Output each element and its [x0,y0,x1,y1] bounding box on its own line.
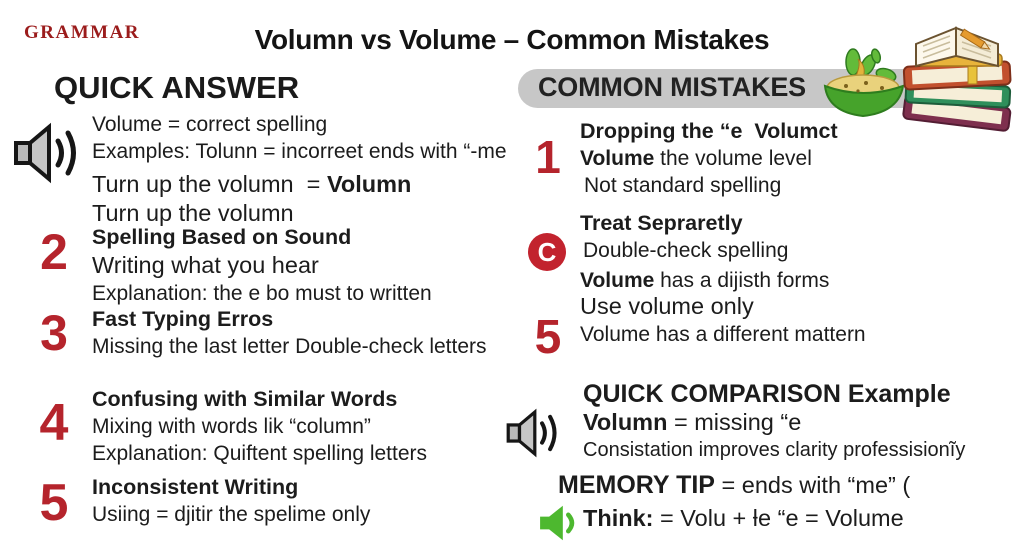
item-number: 1 [535,131,561,183]
quick-answer-item-3: Fast Typing Erros Missing the last letter Double-check letters [92,307,487,358]
common-mistake-item-c: Treat Sepraretly Double-check spelling [580,211,789,262]
right-section-title: COMMON MISTAKES [538,72,806,102]
item-number: 5 [39,474,69,532]
speaker-green-icon [538,503,584,543]
item-number: 4 [39,394,69,452]
memory-think-line: Think: = Volu + ƚe “e = Volume [583,505,904,531]
speaker-icon [12,120,84,186]
letter-c-badge: C [528,233,566,271]
left-section-title: QUICK ANSWER [54,70,300,105]
quick-answer-item-1 [92,111,522,228]
item-number: 3 [40,305,68,361]
comparison-line2: Consistation improves clarity professisionĩy [583,439,966,461]
quick-answer-item-2: Spelling Based on Sound Writing what you hear Explanation: the e bo must to written [92,225,432,305]
item-number: 5 [534,311,562,364]
qa1-line1: Volume = correct spelling [92,113,328,136]
brand-label: GRAMMAR [24,22,141,43]
comparison-line1: Volumn = missing “e [583,409,802,435]
comparison-block [583,408,1013,464]
qa1-line4: Turn up the volumn [92,200,294,226]
memory-tip-title: MEMORY TIP = ends with “me” ( [558,471,911,499]
speaker-icon [505,406,563,460]
quick-comparison-title: QUICK COMPARISON Example [583,380,951,408]
page-title: Volumn vs Volume – Common Mistakes [254,24,770,55]
common-mistake-item-1: Dropping the “e Volumct Volume the volume level Not standard spelling [580,118,1010,199]
cm1-line2: Volume the volume level [580,147,812,170]
quick-answer-item-5: Inconsistent Writing Usiing = djitir the spelime only [92,475,371,526]
common-mistake-item-5: Use volume only Volume has a different mattern [580,293,866,346]
books-stack-illustration [898,4,1018,132]
quick-answer-item-4: Confusing with Similar Words Mixing with words lik “column” Explanation: Quiftent spelling letters [92,387,428,465]
qa1-line2: Examples: Tolunn = incorreet ends with “-me [92,140,507,163]
qa1-line3: Turn up the volumn = Volumn [92,171,412,197]
volume-forms-note: Volume has a dijisth forms [580,269,830,292]
item-number: 2 [40,224,68,280]
